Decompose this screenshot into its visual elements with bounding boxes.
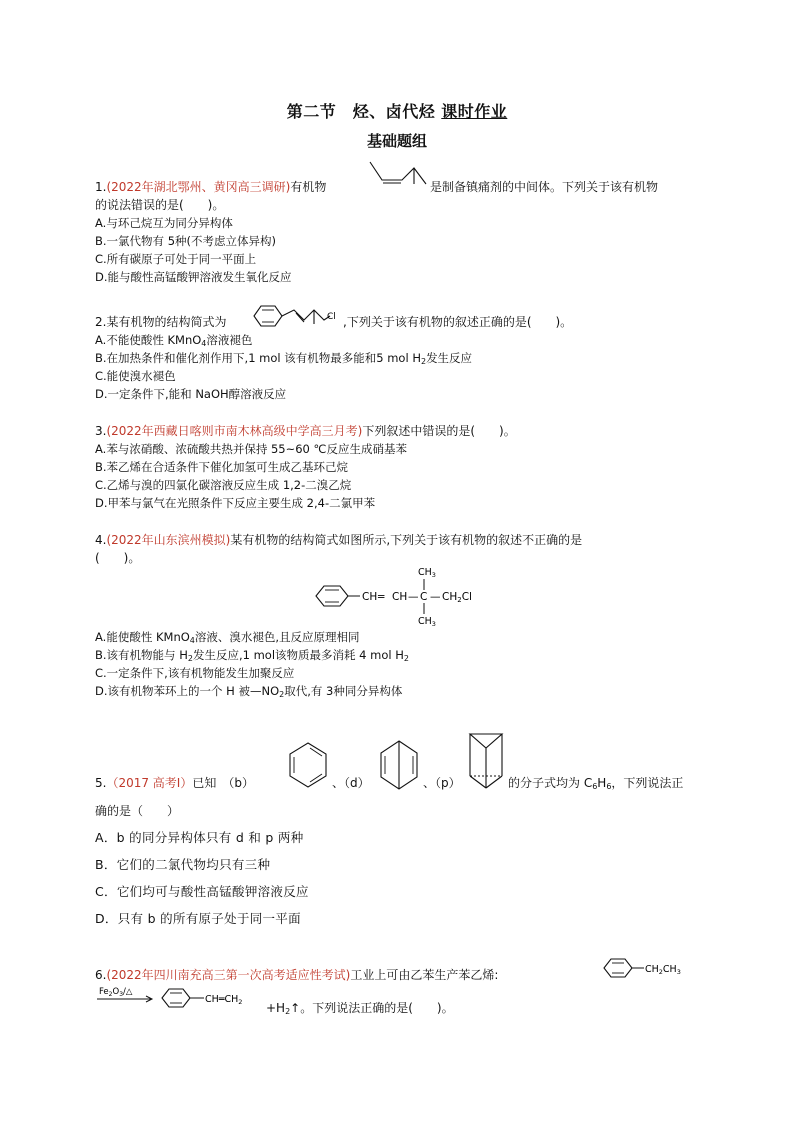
q5-benzene-b-diagram [286,740,330,790]
q4-option-b: B.该有机物能与 $H_2$发生反应,1 mol该物质最多消耗 4 mol $H_2$ [95,648,409,663]
q1-option-d: D.能与酸性高锰酸钾溶液发生氧化反应 [95,270,292,284]
q4-double-bond: ═ [378,591,385,603]
q4-dash-2: — [430,591,441,603]
q5-prismane-p-diagram [466,730,506,792]
q4-methyl-bottom: $CH_3$ [418,616,436,627]
q2-option-b: B.在加热条件和催化剂作用下,1 mol 该有机物最多能和5 mol $H_2$发生反应 [95,351,473,366]
q6-catalyst: $Fe_2O_3/\triangle$ [99,987,133,998]
q1-stem-b: 是制备镇痛剂的中间体。下列关于该有机物 [430,180,659,194]
q1-option-a: A.与环己烷互为同分异构体 [95,216,233,230]
q5-stem-d: 确的是（ ） [95,804,180,818]
q5-option-c: C．它们均可与酸性高锰酸钾溶液反应 [95,884,309,899]
q6-styrene-diagram [158,985,266,1011]
q6-ethylbenzene-diagram [600,955,700,981]
q4-stem-b: ( )。 [95,551,141,565]
q4-source: (2022年山东滨州模拟) [106,533,231,547]
q2-option-c: C.能使溴水褪色 [95,369,176,383]
q1-stem-a: 有机物 [290,180,327,194]
q3-number: 3. [95,424,107,438]
q6-source: (2022年四川南充高三第一次高考适应性考试) [106,968,351,982]
q2-stem-a: 某有机物的结构简式为 [106,315,227,329]
q6-h2-plus: +H [266,1001,286,1015]
q3-option-c: C.乙烯与溴的四氯化碳溶液反应生成 1,2-二溴乙烷 [95,478,352,492]
worksheet-page: 第二节 烃、卤代烃 课时作业 基础题组 1.(2022年湖北鄂州、黄冈高三调研)有机物 是制备镇痛剂的中间体。下列关于该有机物 的说法错误的是( )。 A.与环己烷互为同分异构体 B.一氯代物有 5种(不考虑立体异构) C.所有碳原子可处于同一平面上 D.能与酸性高锰酸钾溶液发生氧化反应 2.某有机物的结构简式为 Cl ,下列关于该有机物的叙述正确的是( )。 A.不能使酸性 KMnO$_4$溶液褪色 B.在加热条件和催化剂作用下,1 mol 该有机物最多能和5 mol $H_2$发生反应 C.能使溴水褪色 D.一定条件下,能和 NaOH醇溶液反应 3.(2022年西藏日喀则市南木林高级中学高三月考)下列叙述中错误的是( )。 A.苯与浓硝酸、浓硫酸共热并保持 55~60 ℃反应生成硝基苯 B.苯乙烯在合适条件下催化加氢可生成乙基环己烷 C.乙烯与溴的四氯化碳溶液反应生成 1,2-二溴乙烷 D.甲苯与氯气在光照条件下反应主要生成 2,4-二氯甲苯 4.(2022年山东滨州模拟)某有机物的结构简式如图所示,下列关于该有机物的叙述不正确的是 ( )。 CH ═ CH — C $CH_3$ $CH_3$ — CH2Cl A.能使酸性 KMnO$_4$溶液、溴水褪色,且反应原理相同 B.该有机物能与 $H_2$发生反应,1 mol该物质最多消耗 4 mol $H_2$ C.一定条件下,该有机物能发生加聚反应 D.该有机物苯环上的一个 H 被$—NO_2$取代,有 3种同分异构体 5.（2017 高考Ⅰ）已知 （b） 、（d） 、（p） 的分子式均为 $C_6H_6$，下列说法正 确的是（ ） A．b 的同分异构体只有 d 和 p 两种 B．它们的二氯代物均只有三种 C．它们均可与酸性高锰酸钾溶液反应 D．只有 b 的所有原子处于同一平面 6.(2022年四川南充高三第一次高考适应性考试)工业上可由乙苯生产苯乙烯: $CH_2CH_3$ $Fe_2O_3/\triangle$ $CH═CH_2$ $+H_2↑$。下列说法正确的是( )。 [0,0,794,1123]
q3-source: (2022年西藏日喀则市南木林高级中学高三月考) [106,424,363,438]
q3-option-a: A.苯与浓硝酸、浓硫酸共热并保持 55~60 ℃反应生成硝基苯 [95,442,407,456]
q1-number: 1. [95,180,107,194]
title-suffix: 课时作业 [441,102,508,121]
q2-stem-b: ,下列关于该有机物的叙述正确的是( )。 [343,315,573,329]
q4-structure-diagram [312,565,492,627]
q4-option-d: D.该有机物苯环上的一个 H 被$—NO_2$取代,有 3种同分异构体 [95,684,403,699]
q6-ethyl-group: $CH_2CH_3$ [645,964,681,976]
q5-stem-b: 的分子式均为 C [508,776,593,790]
section-subtitle: 基础题组 [366,132,427,150]
q4-quaternary-c: C [420,591,428,603]
q3-stem: 下列叙述中错误的是( )。 [362,424,516,438]
q6-number: 6. [95,968,107,982]
q4-dash-1: — [408,591,419,603]
q5-stem-c: ，下列说法正 [611,776,684,790]
q1-option-c: C.所有碳原子可处于同一平面上 [95,252,257,266]
q4-ch-b: CH [392,591,408,603]
q5-number: 5. [95,776,107,790]
q6-vinyl-group: $CH═CH_2$ [205,994,243,1006]
q4-option-a: A.能使酸性 KMnO$_4$溶液、溴水褪色,且反应原理相同 [95,630,360,645]
q6-reaction-arrow [95,985,157,1005]
q4-number: 4. [95,533,107,547]
q3-option-d: D.甲苯与氯气在光照条件下反应主要生成 2,4-二氯甲苯 [95,496,376,510]
q2-structure-cl: Cl [327,312,336,322]
q3-option-b: B.苯乙烯在合适条件下催化加氢可生成乙基环己烷 [95,460,349,474]
q1-option-b: B.一氯代物有 5种(不考虑立体异构) [95,234,276,248]
q1-stem-c: 的说法错误的是( )。 [95,198,225,212]
q6-stem-b: ↑。下列说法正确的是( )。 [290,1001,454,1015]
q1-structure-diagram [368,160,430,192]
q4-ch-a: CH [362,591,378,603]
page-title [0,99,794,122]
q5-option-b: B．它们的二氯代物均只有三种 [95,857,271,872]
title-main: 第二节 烃、卤代烃 [286,102,436,121]
q2-structure-diagram [250,302,342,330]
q2-option-a: A.不能使酸性 KMnO$_4$溶液褪色 [95,333,253,348]
q2-number: 2. [95,315,107,329]
q4-ch2cl: CH2Cl [442,591,472,604]
q5-option-d: D．只有 b 的所有原子处于同一平面 [95,911,301,926]
q5-source: （2017 高考Ⅰ） [106,776,193,790]
q1-source: (2022年湖北鄂州、黄冈高三调研) [106,180,291,194]
q5-dewar-benzene-d-diagram [377,738,421,792]
q6-stem-a: 工业上可由乙苯生产苯乙烯: [350,968,499,982]
q4-option-c: C.一定条件下,该有机物能发生加聚反应 [95,666,295,680]
q5-separator-d: 、（d） [332,776,370,790]
q5-separator-p: 、（p） [423,776,461,790]
q4-stem-a: 某有机物的结构简式如图所示,下列关于该有机物的叙述不正确的是 [230,533,583,547]
q2-option-d: D.一定条件下,能和 NaOH醇溶液反应 [95,387,287,401]
q4-methyl-top: $CH_3$ [418,567,436,579]
q5-stem-a: 已知 （b） [192,776,254,790]
q5-option-a: A．b 的同分异构体只有 d 和 p 两种 [95,830,304,845]
